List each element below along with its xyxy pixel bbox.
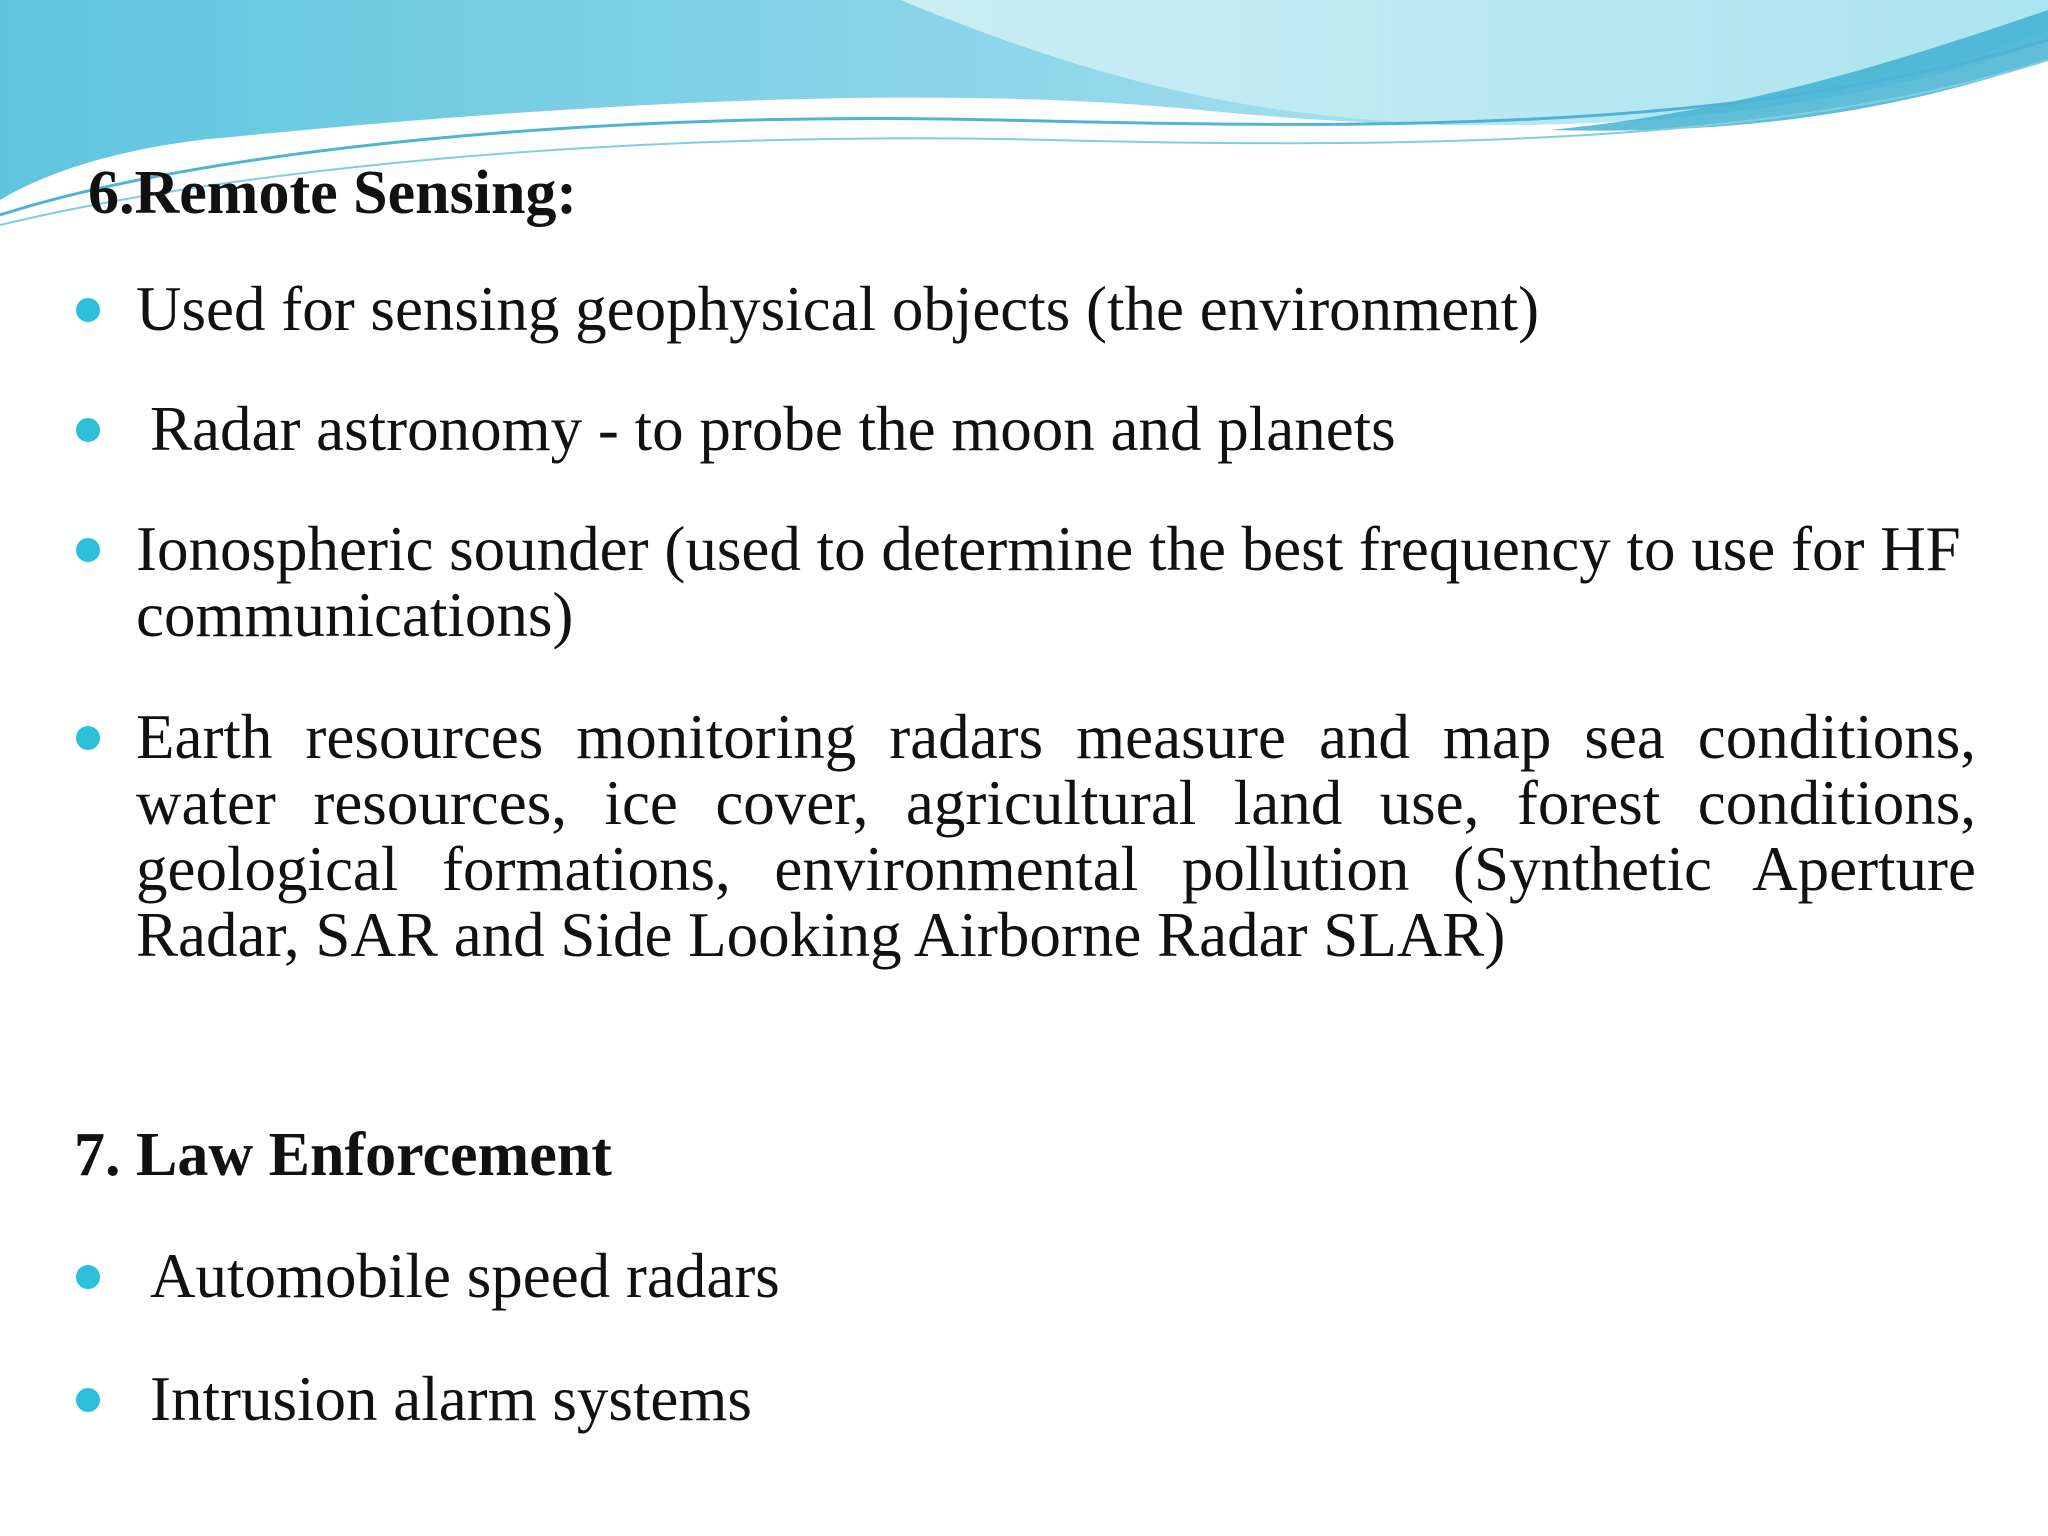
bullet-icon — [76, 298, 100, 322]
bullet-icon — [76, 418, 100, 442]
list-item — [76, 1366, 1976, 1432]
bullet-list-remote-sensing-3 — [76, 516, 1976, 648]
bullet-icon — [76, 726, 100, 750]
bullet-list-remote-sensing-1 — [76, 276, 1976, 342]
list-item — [76, 276, 1976, 342]
bullet-text: Intrusion alarm systems — [150, 1364, 752, 1434]
bullet-text: Radar astronomy - to probe the moon and planets — [150, 394, 1396, 464]
section-heading-law-enforcement: 7. Law Enforcement — [74, 1121, 612, 1189]
bullet-list-remote-sensing-4 — [76, 704, 1976, 968]
bullet-list-law-enforcement-2 — [76, 1366, 1976, 1432]
bullet-text: Earth resources monitoring radars measure and map sea conditions, water resources, ice cover, agricultural land use, forest conditions, geological formations, environmental pollution (Synthetic Aperture Radar, SAR and Side Looking Airborne Radar SLAR) — [136, 702, 1976, 970]
section-heading-remote-sensing: 6.Remote Sensing: — [88, 159, 578, 227]
bullet-text: Used for sensing geophysical objects (the environment) — [136, 274, 1540, 344]
bullet-list-remote-sensing-2 — [76, 396, 1976, 462]
bullet-text: Ionospheric sounder (used to determine the best frequency to use for HF communications) — [136, 514, 1961, 650]
bullet-icon — [76, 1388, 100, 1412]
bullet-list-law-enforcement-1 — [76, 1243, 1976, 1309]
bullet-icon — [76, 1265, 100, 1289]
list-item — [76, 396, 1976, 462]
list-item — [76, 1243, 1976, 1309]
bullet-icon — [76, 538, 100, 562]
bullet-text: Automobile speed radars — [150, 1241, 780, 1311]
list-item — [76, 516, 1976, 648]
list-item — [76, 704, 1976, 968]
